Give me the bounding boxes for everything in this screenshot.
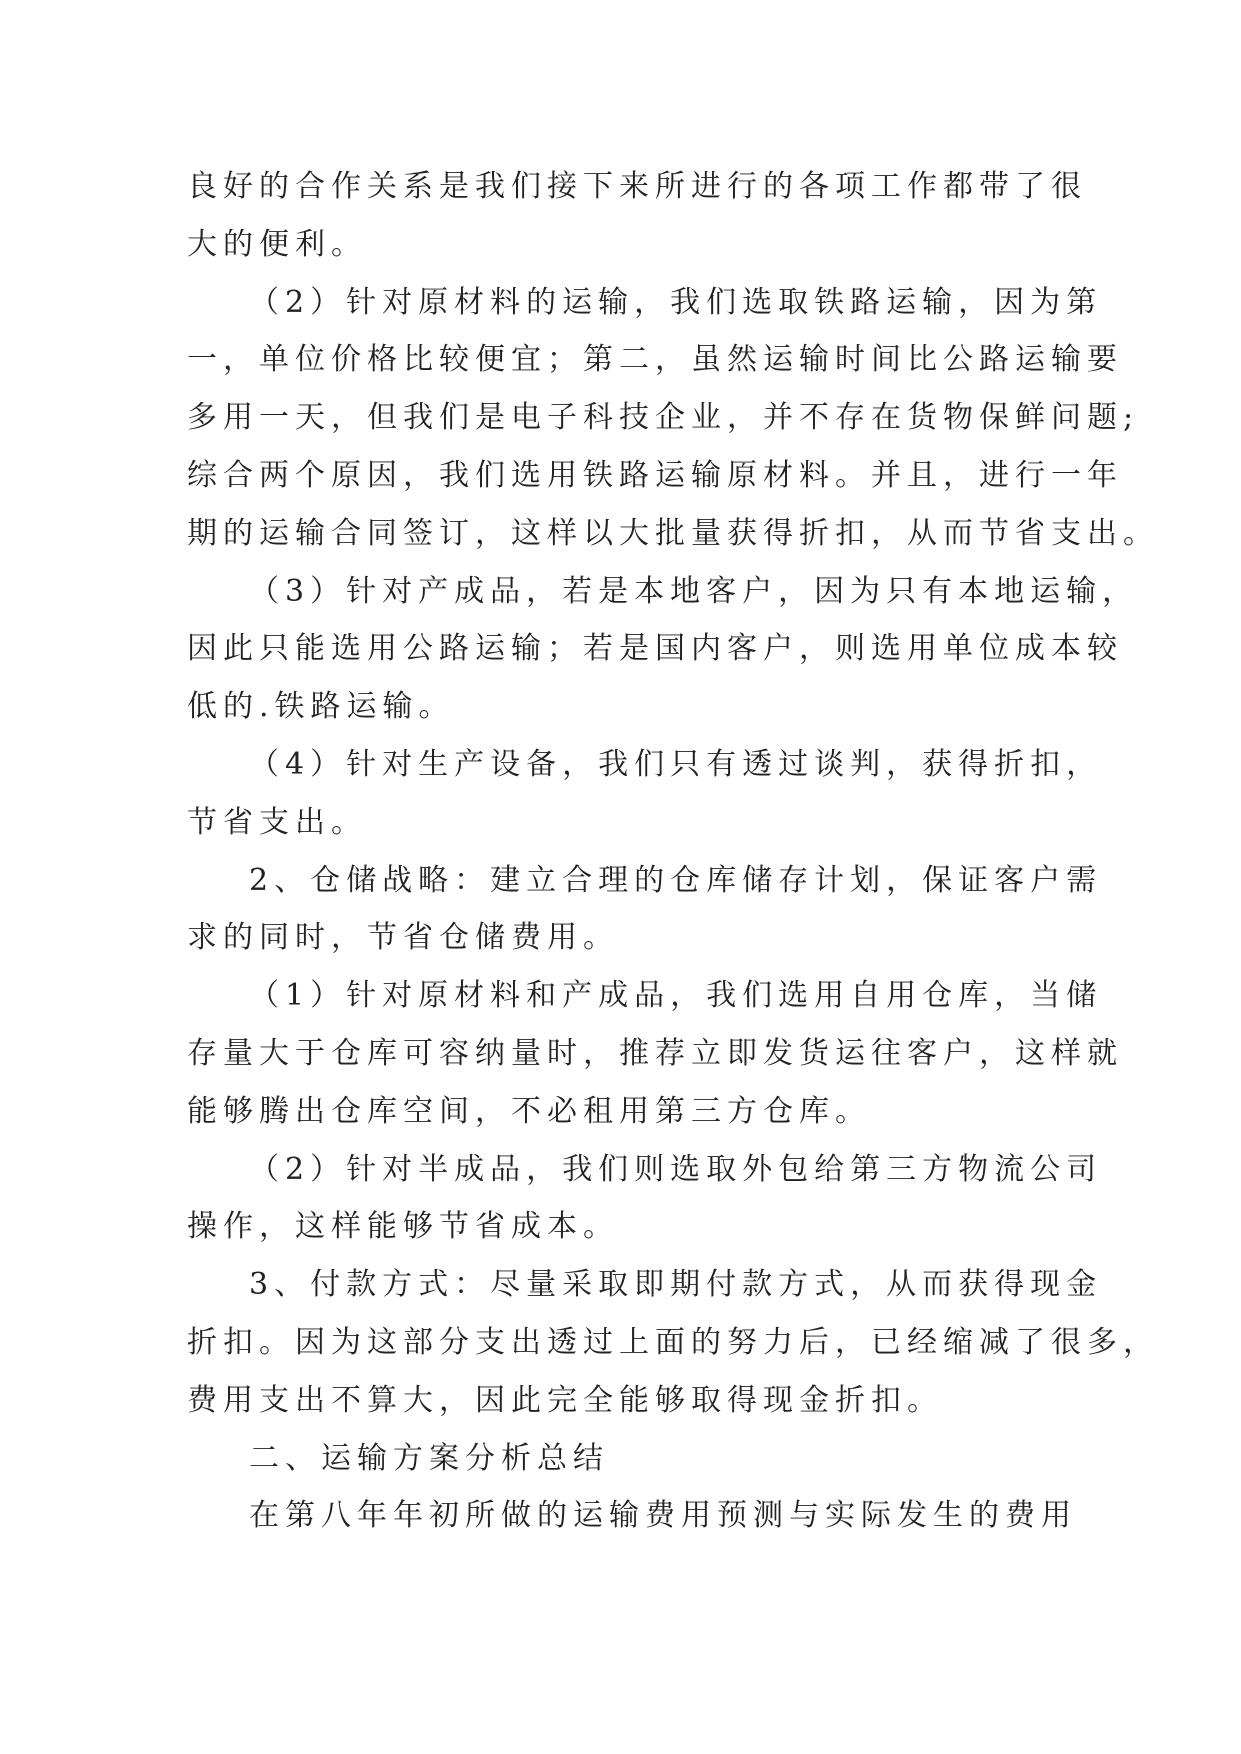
section-heading: 二、运输方案分析总结	[249, 1440, 609, 1476]
text-line: 折扣。因为这部分支出透过上面的努力后，已经缩减了很多，	[187, 1324, 1159, 1360]
document-body	[187, 158, 1159, 1545]
text-line: 在第八年年初所做的运输费用预测与实际发生的费用	[249, 1498, 1077, 1534]
text-line: 低的.铁路运输。	[187, 689, 455, 725]
text-line: 良好的合作关系是我们接下来所进行的各项工作都带了很	[187, 169, 1087, 204]
text-line: 节省支出。	[187, 804, 367, 840]
text-line: （3）针对产成品，若是本地客户，因为只有本地运输，	[249, 573, 1139, 609]
text-line: 因此只能选用公路运输；若是国内客户，则选用单位成本较	[187, 631, 1123, 667]
text-line: 能够腾出仓库空间，不必租用第三方仓库。	[187, 1093, 871, 1129]
text-line: 2、仓储战略：建立合理的仓库储存计划，保证客户需	[249, 862, 1103, 898]
text-line: 费用支出不算大，因此完全能够取得现金折扣。	[187, 1382, 943, 1418]
text-line: 综合两个原因，我们选用铁路运输原材料。并且，进行一年	[187, 457, 1123, 493]
text-line: （1）针对原材料和产成品，我们选用自用仓库，当储	[249, 978, 1103, 1014]
text-line: （2）针对原材料的运输，我们选取铁路运输，因为第	[249, 284, 1103, 320]
text-line: 一，单位价格比较便宜；第二，虽然运输时间比公路运输要	[187, 342, 1123, 378]
text-line: 操作，这样能够节省成本。	[187, 1209, 619, 1245]
text-line: 大的便利。	[187, 226, 367, 262]
text-line: （4）针对生产设备，我们只有透过谈判，获得折扣，	[249, 746, 1103, 782]
text-line: 期的运输合同签订，这样以大批量获得折扣，从而节省支出。	[187, 515, 1159, 551]
text-line: 3、付款方式：尽量采取即期付款方式，从而获得现金	[249, 1267, 1103, 1303]
text-line: 存量大于仓库可容纳量时，推荐立即发货运往客户，这样就	[187, 1035, 1123, 1071]
text-line: 多用一天，但我们是电子科技企业，并不存在货物保鲜问题;	[187, 400, 1140, 436]
text-line: 求的同时，节省仓储费用。	[187, 920, 619, 956]
text-line: （2）针对半成品，我们则选取外包给第三方物流公司	[249, 1151, 1103, 1187]
